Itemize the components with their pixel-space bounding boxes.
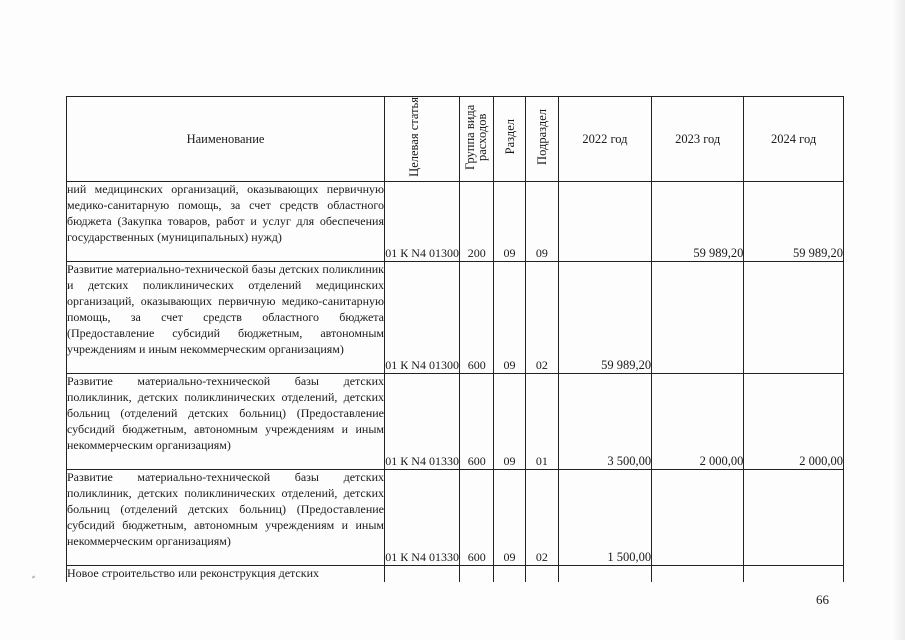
row-2024 — [744, 470, 844, 566]
table-row — [67, 470, 844, 566]
row-subsection — [525, 566, 558, 582]
row-target: 01 К N4 01300 — [385, 262, 460, 374]
budget-table — [66, 96, 844, 582]
scan-speck — [32, 575, 36, 578]
header-target — [385, 97, 460, 182]
row-target: 01 К N4 01300 — [385, 182, 460, 262]
header-2023: 2023 год — [652, 97, 744, 182]
row-2022 — [558, 182, 651, 262]
row-target: 01 К N4 01330 — [385, 374, 460, 470]
row-name: Развитие материально-технической базы детских поликлиник, детских поликлинических отделений, детских больниц (отделений детских больниц) (Предоставление субсидий бюджетным, автономным учреждениям и иным некоммерческим организациям) — [67, 470, 385, 566]
scan-edge-shadow — [891, 0, 905, 640]
row-2022: 59 989,20 — [558, 262, 651, 374]
row-2022: 3 500,00 — [558, 374, 651, 470]
row-2023: 2 000,00 — [652, 374, 744, 470]
page-number: 66 — [816, 592, 829, 607]
row-2023 — [652, 262, 744, 374]
table-row — [67, 374, 844, 470]
row-name: Новое строительство или реконструкция детских — [67, 566, 385, 582]
row-name: Развитие материально-технической базы детских поликлиник, детских поликлинических отделений, детских больниц (отделений детских больниц) (Предоставление субсидий бюджетным, автономным учреждениям и иным некоммерческим организациям) — [67, 374, 385, 470]
table-row — [67, 262, 844, 374]
header-target-label: Целевая статья — [407, 97, 422, 177]
header-name: Наименование — [67, 97, 385, 182]
row-group: 600 — [460, 262, 494, 374]
row-2022: 1 500,00 — [558, 470, 651, 566]
row-2023: 59 989,20 — [652, 182, 744, 262]
table-header-row — [67, 97, 844, 182]
header-subsection-label: Подраздел — [534, 109, 549, 165]
header-2022: 2022 год — [558, 97, 651, 182]
header-subsection — [525, 97, 558, 182]
row-2023 — [652, 566, 744, 582]
header-section — [494, 97, 526, 182]
header-expense-group — [460, 97, 494, 182]
row-group: 200 — [460, 182, 494, 262]
row-group — [460, 566, 494, 582]
row-2022 — [558, 566, 651, 582]
row-target — [385, 566, 460, 582]
row-group: 600 — [460, 374, 494, 470]
row-name: ний медицинских организаций, оказывающих первичную медико-санитарную помощь, за счет средств областного бюджета (Закупка товаров, работ и услуг для обеспечения государственных (муниципальных) нужд) — [67, 182, 385, 262]
header-section-label: Раздел — [502, 119, 517, 155]
row-section: 09 — [494, 374, 526, 470]
row-subsection: 09 — [525, 182, 558, 262]
row-subsection: 02 — [525, 470, 558, 566]
row-subsection: 01 — [525, 374, 558, 470]
row-2023 — [652, 470, 744, 566]
row-section: 09 — [494, 262, 526, 374]
row-section — [494, 566, 526, 582]
header-2024: 2024 год — [744, 97, 844, 182]
row-subsection: 02 — [525, 262, 558, 374]
row-2024: 2 000,00 — [744, 374, 844, 470]
row-target: 01 К N4 01330 — [385, 470, 460, 566]
table-row — [67, 566, 844, 582]
table-row — [67, 182, 844, 262]
row-2024 — [744, 262, 844, 374]
header-expense-group-label: Группа вида расходов — [462, 104, 489, 170]
row-2024: 59 989,20 — [744, 182, 844, 262]
row-section: 09 — [494, 182, 526, 262]
row-name: Развитие материально-технической базы детских поликлиник и детских поликлинических отделений медицинских организаций, оказывающих первичную медико-санитарную помощь, за счет средств областного бюджета (Предоставление субсидий бюджетным, автономным учреждениям и иным некоммерческим организациям) — [67, 262, 385, 374]
row-group: 600 — [460, 470, 494, 566]
row-section: 09 — [494, 470, 526, 566]
row-2024 — [744, 566, 844, 582]
